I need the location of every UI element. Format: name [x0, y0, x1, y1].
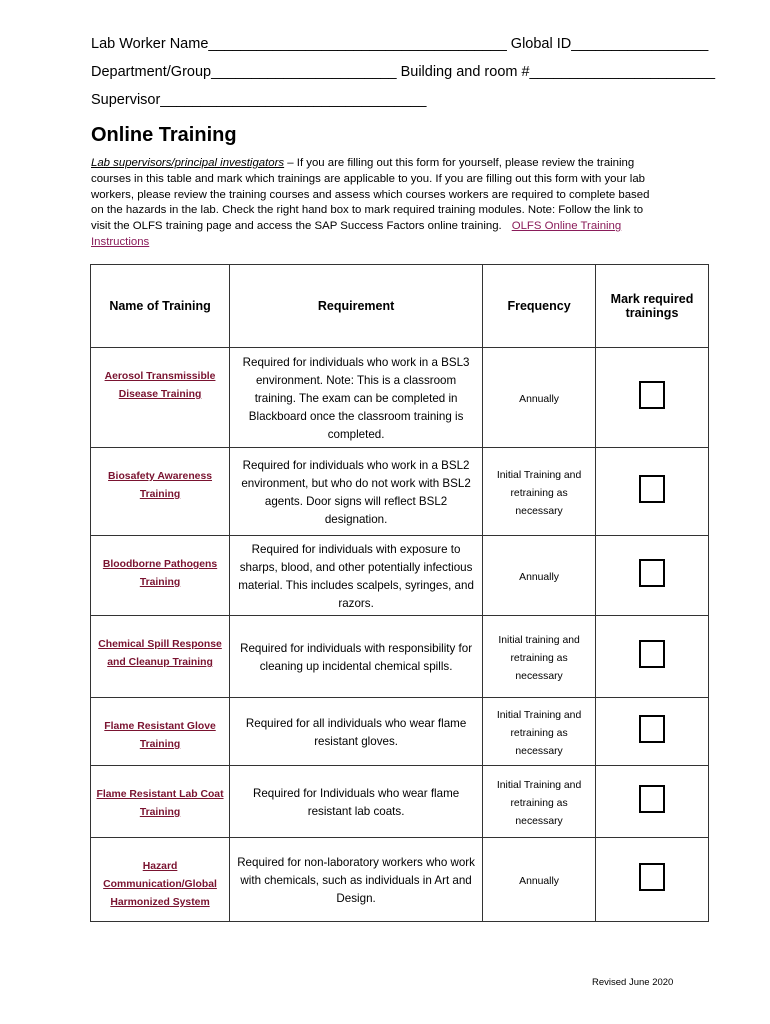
required-training-checkbox[interactable]	[639, 640, 665, 668]
intro-body: – If you are filling out this form for yourself, please review the training courses in this table and mark which trainings are applicable to you. If you are filling out this form with your lab workers, please review the training courses and assess which courses workers are required to complete based on the hazards in the lab. Check the right hand box to mark required training modules. Note: Follow the link to visit the OLFS training page and access the SAP Success Factors online training.	[91, 157, 650, 233]
requirement-text: Required for individuals with exposure to sharps, blood, and other potentially infectious material. This includes scalpels, syringes, and razors.	[238, 542, 474, 610]
training-name-link[interactable]: Flame Resistant Glove Training	[104, 721, 216, 750]
mark-cell	[596, 536, 709, 616]
revision-note: Revised June 2020	[592, 977, 674, 988]
requirement-cell	[230, 536, 483, 616]
frequency-cell	[483, 616, 596, 698]
training-name-cell	[91, 616, 230, 698]
intro-lead: Lab supervisors/principal investigators	[91, 157, 285, 169]
training-name-link[interactable]: Bloodborne Pathogens Training	[102, 559, 218, 588]
frequency-text: Annually	[519, 875, 559, 887]
frequency-text: Annually	[519, 571, 559, 583]
training-name-link[interactable]: Hazard Communication/Global Harmonized System	[103, 861, 217, 908]
requirement-text: Required for individuals who work in a BSL3 environment. Note: This is a classroom training. The exam can be completed in Blackboard once the classroom training is completed.	[242, 355, 470, 441]
requirement-cell	[230, 698, 483, 766]
training-name-link[interactable]: Biosafety Awareness Training	[108, 471, 213, 500]
header-name: Name of Training	[91, 265, 230, 348]
required-training-checkbox[interactable]	[639, 559, 665, 587]
mark-cell	[596, 448, 709, 536]
table-row	[91, 616, 709, 698]
page-title: Online Training	[91, 124, 237, 146]
required-training-checkbox[interactable]	[639, 785, 665, 813]
requirement-cell	[230, 448, 483, 536]
requirement-text: Required for non-laboratory workers who work with chemicals, such as individuals in Art and Design.	[237, 855, 475, 905]
department-building-line[interactable]: Department/Group_______________________ Building and room #_______________________	[91, 64, 716, 80]
header-frequency: Frequency	[483, 265, 596, 348]
requirement-text: Required for all individuals who wear flame resistant gloves.	[245, 716, 467, 748]
header-mark: Mark required trainings	[596, 265, 709, 348]
training-name-cell	[91, 348, 230, 448]
lab-worker-global-id-line[interactable]: Lab Worker Name_____________________________________ Global ID_________________	[91, 36, 709, 52]
required-training-checkbox[interactable]	[639, 475, 665, 503]
table-row	[91, 698, 709, 766]
requirement-cell	[230, 616, 483, 698]
table-row	[91, 536, 709, 616]
frequency-cell	[483, 448, 596, 536]
table-row	[91, 448, 709, 536]
frequency-text: Initial Training and retraining as necessary	[496, 779, 582, 827]
olfs-instructions-link[interactable]: OLFS Online Training Instructions	[91, 220, 622, 248]
mark-cell	[596, 348, 709, 448]
training-name-link[interactable]: Flame Resistant Lab Coat Training	[96, 789, 224, 818]
training-name-cell	[91, 766, 230, 838]
requirement-text: Required for Individuals who wear flame resistant lab coats.	[252, 786, 460, 818]
frequency-text: Annually	[519, 393, 559, 405]
training-name-cell	[91, 536, 230, 616]
table-row	[91, 348, 709, 448]
frequency-text: Initial training and retraining as necessary	[498, 634, 580, 682]
training-table	[90, 264, 709, 922]
training-name-link[interactable]: Aerosol Transmissible Disease Training	[104, 371, 216, 400]
training-name-link[interactable]: Chemical Spill Response and Cleanup Training	[98, 639, 222, 668]
frequency-cell	[483, 698, 596, 766]
frequency-cell	[483, 766, 596, 838]
intro-paragraph	[91, 156, 651, 251]
training-name-cell	[91, 698, 230, 766]
mark-cell	[596, 766, 709, 838]
mark-cell	[596, 698, 709, 766]
training-name-cell	[91, 838, 230, 922]
frequency-cell	[483, 348, 596, 448]
mark-cell	[596, 838, 709, 922]
requirement-cell	[230, 838, 483, 922]
table-row	[91, 766, 709, 838]
table-row	[91, 838, 709, 922]
requirement-cell	[230, 348, 483, 448]
frequency-text: Initial Training and retraining as necessary	[496, 469, 582, 517]
frequency-cell	[483, 536, 596, 616]
supervisor-line[interactable]: Supervisor_________________________________	[91, 92, 427, 108]
frequency-text: Initial Training and retraining as necessary	[496, 709, 582, 757]
frequency-cell	[483, 838, 596, 922]
required-training-checkbox[interactable]	[639, 715, 665, 743]
required-training-checkbox[interactable]	[639, 381, 665, 409]
requirement-text: Required for individuals with responsibility for cleaning up incidental chemical spills.	[240, 641, 473, 673]
mark-cell	[596, 616, 709, 698]
required-training-checkbox[interactable]	[639, 863, 665, 891]
training-name-cell	[91, 448, 230, 536]
requirement-text: Required for individuals who work in a BSL2 environment, but who do not work with BSL2 agents. Door signs will reflect BSL2 designation.	[241, 458, 471, 526]
requirement-cell	[230, 766, 483, 838]
header-requirement: Requirement	[230, 265, 483, 348]
table-header-row	[91, 265, 709, 348]
